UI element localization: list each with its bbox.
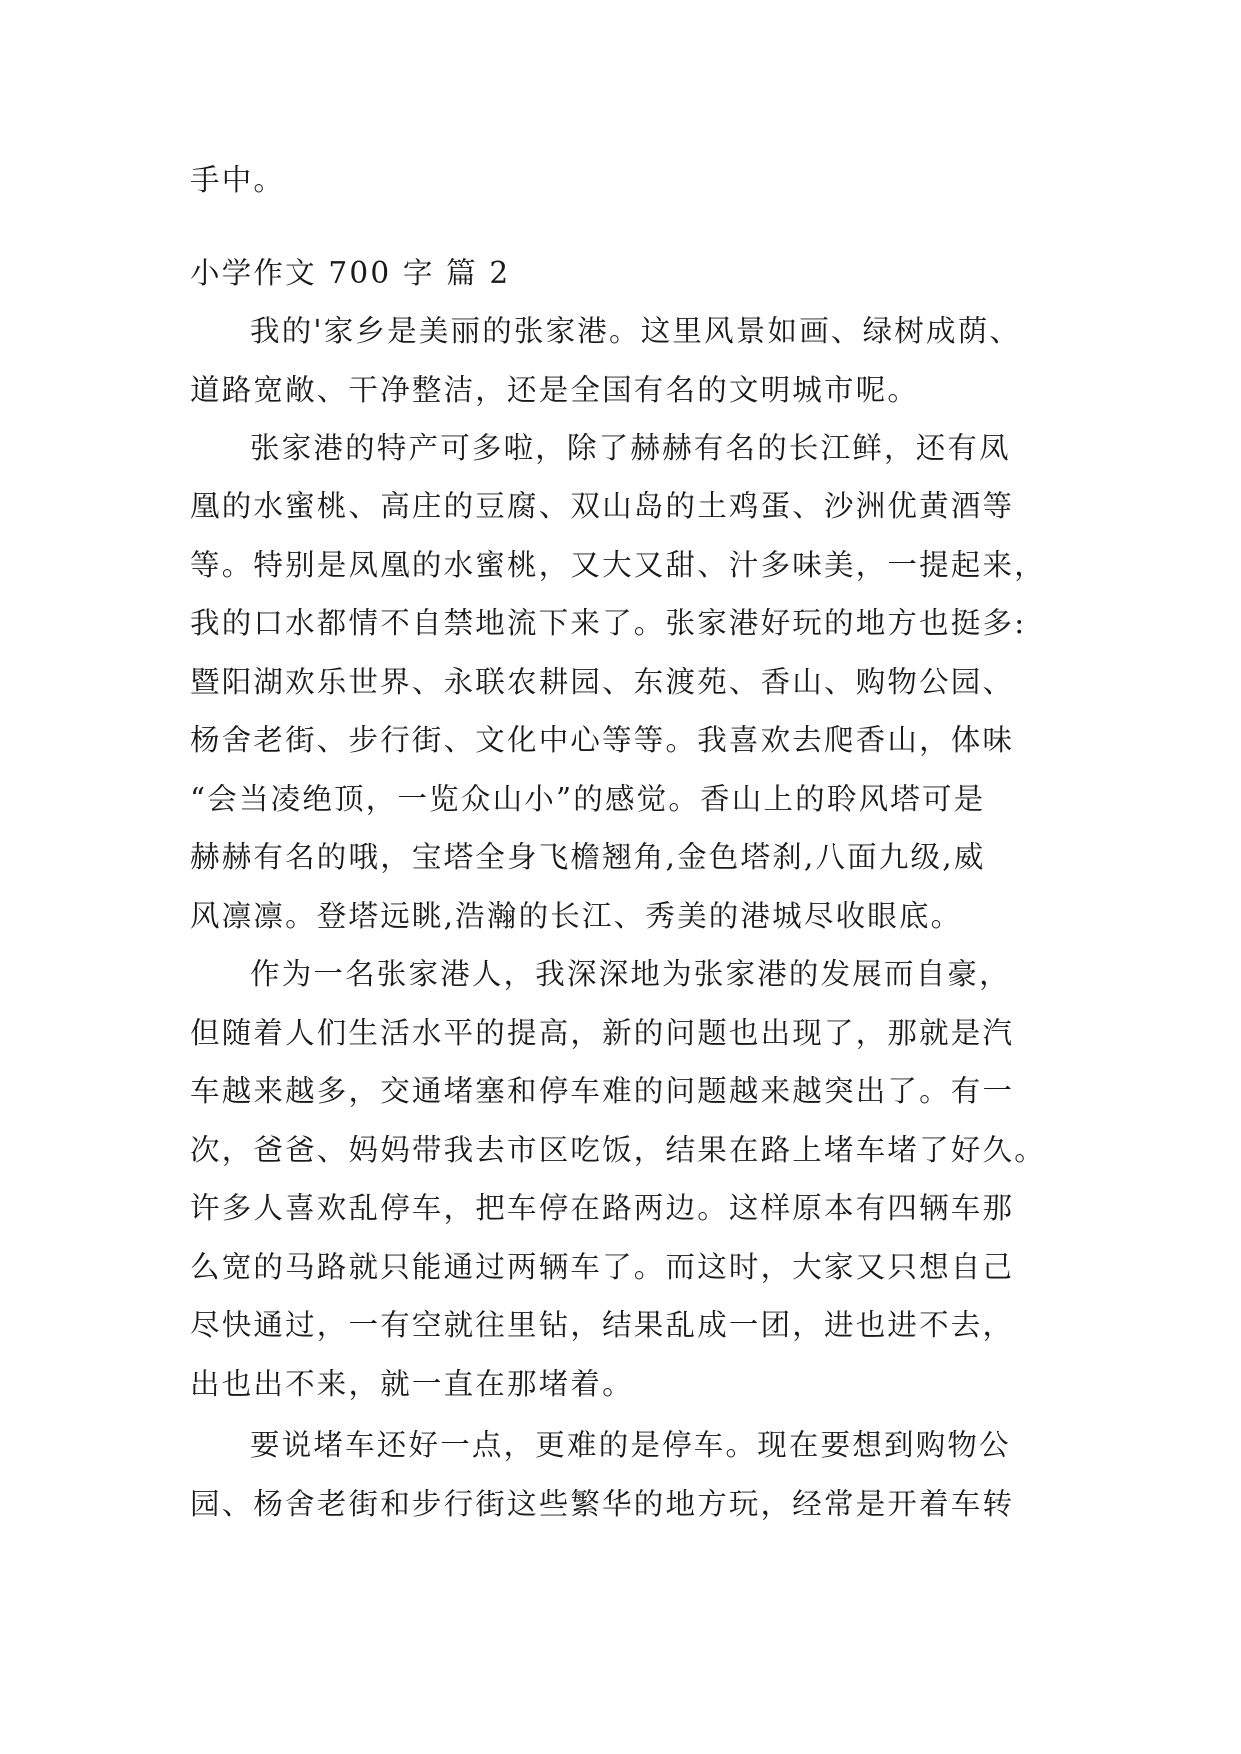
paragraph-line: 等。特别是凤凰的水蜜桃，又大又甜、汁多味美，一提起来，	[190, 548, 1046, 582]
paragraph-line: 手中。	[190, 163, 286, 197]
paragraph-line: 么宽的马路就只能通过两辆车了。而这时，大家又只想自己	[190, 1250, 1015, 1284]
paragraph-line: 作为一名张家港人，我深深地为张家港的发展而自豪，	[250, 957, 1011, 991]
paragraph-line: “会当凌绝顶，一览众山小”的感觉。香山上的聆风塔可是	[190, 782, 986, 816]
paragraph-line: 园、杨舍老街和步行街这些繁华的地方玩，经常是开着车转	[190, 1487, 1015, 1521]
section-heading: 小学作文 700 字 篇 2	[190, 256, 511, 290]
paragraph-line: 但随着人们生活水平的提高，新的问题也出现了，那就是汽	[190, 1016, 1015, 1050]
paragraph-line: 杨舍老街、步行街、文化中心等等。我喜欢去爬香山，体味	[190, 723, 1015, 757]
paragraph-line: 许多人喜欢乱停车，把车停在路两边。这样原本有四辆车那	[190, 1191, 1015, 1225]
paragraph-line: 暨阳湖欢乐世界、永联农耕园、东渡苑、香山、购物公园、	[190, 665, 1015, 699]
paragraph-line: 要说堵车还好一点，更难的是停车。现在要想到购物公	[250, 1428, 1011, 1462]
paragraph-line: 我的口水都情不自禁地流下来了。张家港好玩的地方也挺多:	[190, 606, 1027, 640]
paragraph-line: 尽快通过，一有空就往里钻，结果乱成一团，进也进不去，	[190, 1308, 1015, 1342]
paragraph-line: 出也出不来，就一直在那堵着。	[190, 1367, 634, 1401]
paragraph-line: 凰的水蜜桃、高庄的豆腐、双山岛的土鸡蛋、沙洲优黄酒等	[190, 489, 1015, 523]
paragraph-line: 风凛凛。登塔远眺,浩瀚的长江、秀美的港城尽收眼底。	[190, 899, 963, 933]
paragraph-line: 张家港的特产可多啦，除了赫赫有名的长江鲜，还有凤	[250, 431, 1011, 465]
paragraph-line: 我的'家乡是美丽的张家港。这里风景如画、绿树成荫、	[250, 314, 1022, 348]
paragraph-line: 道路宽敞、干净整洁，还是全国有名的文明城市呢。	[190, 373, 920, 407]
paragraph-line: 次，爸爸、妈妈带我去市区吃饭，结果在路上堵车堵了好久。	[190, 1133, 1046, 1167]
paragraph-line: 车越来越多，交通堵塞和停车难的问题越来越突出了。有一	[190, 1074, 1015, 1108]
paragraph-line: 赫赫有名的哦，宝塔全身飞檐翘角,金色塔刹,八面九级,威	[190, 840, 986, 874]
